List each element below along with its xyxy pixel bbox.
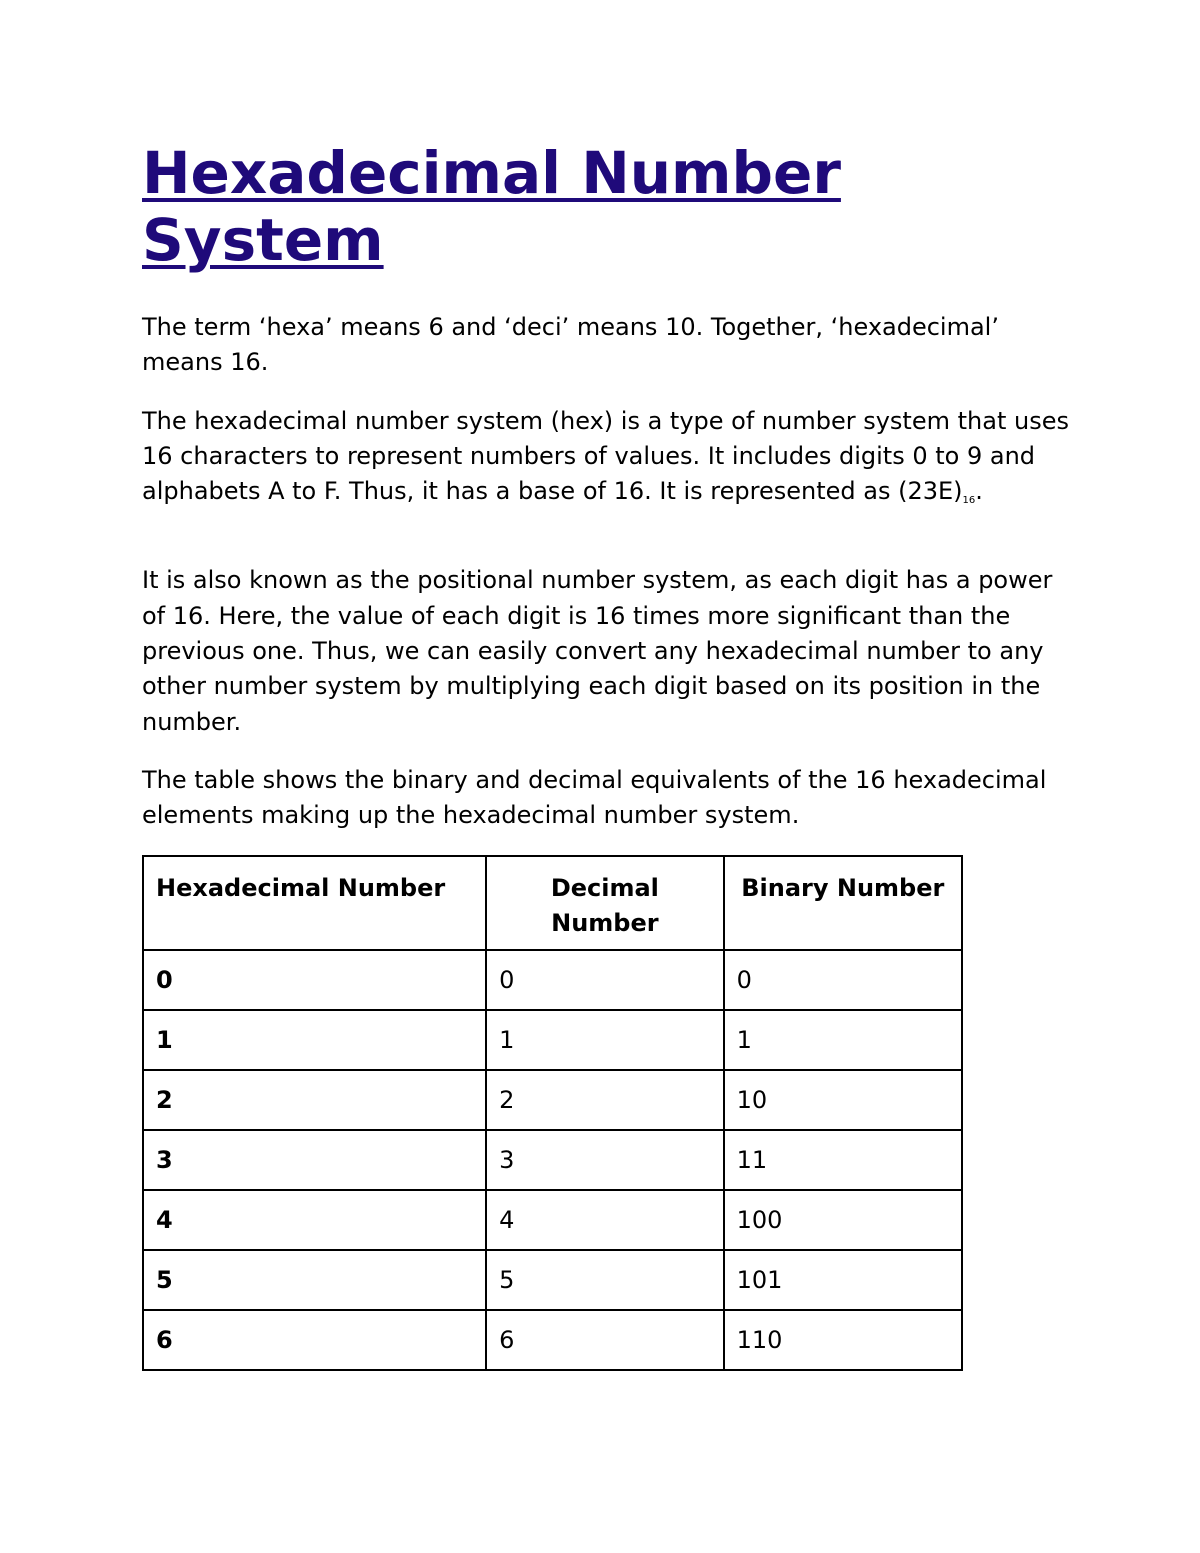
cell-hex: 5: [143, 1250, 486, 1310]
cell-hex: 6: [143, 1310, 486, 1370]
cell-hex: 3: [143, 1130, 486, 1190]
page-title-line-2: System: [142, 206, 384, 274]
paragraph-table-intro: The table shows the binary and decimal equivalents of the 16 hexadecimal elements making up the hexadecimal number system.: [142, 765, 1047, 830]
paragraph-hex-description: [142, 404, 1072, 515]
paragraph-positional-system: It is also known as the positional number system, as each digit has a power of 16. Here, the value of each digit is 16 times more significant than the previous one. Thus, we can easily convert any hexadecimal number to any other number system by multiplying each digit based on its position in the number.: [142, 566, 1053, 736]
paragraph-hex-description-end: .: [975, 477, 983, 506]
table-header-row: [143, 856, 962, 950]
base-subscript: 16: [962, 495, 976, 507]
table-row: [143, 1130, 962, 1190]
paragraph-hex-description-text: The hexadecimal number system (hex) is a type of number system that uses 16 characters to represent numbers of values. It includes digits 0 to 9 and alphabets A to F. Thus, it has a base of 16. It is represented as (23E): [142, 406, 1069, 506]
header-decimal: Decimal Number: [486, 856, 723, 950]
table-row: [143, 1010, 962, 1070]
page-title: [142, 140, 1072, 274]
table-row: [143, 950, 962, 1010]
cell-binary: 100: [724, 1190, 962, 1250]
cell-hex: 1: [143, 1010, 486, 1070]
cell-binary: 11: [724, 1130, 962, 1190]
cell-decimal: 0: [486, 950, 723, 1010]
cell-decimal: 6: [486, 1310, 723, 1370]
header-hexadecimal: Hexadecimal Number: [143, 856, 486, 950]
cell-hex: 2: [143, 1070, 486, 1130]
cell-binary: 110: [724, 1310, 962, 1370]
table-row: [143, 1190, 962, 1250]
header-binary: Binary Number: [724, 856, 962, 950]
hex-equivalents-table: [142, 855, 963, 1371]
cell-binary: 101: [724, 1250, 962, 1310]
cell-binary: 10: [724, 1070, 962, 1130]
table-row: [143, 1310, 962, 1370]
cell-decimal: 4: [486, 1190, 723, 1250]
document-page: [142, 140, 1072, 1371]
cell-hex: 4: [143, 1190, 486, 1250]
paragraph-term-definition: The term ‘hexa’ means 6 and ‘deci’ means 10. Together, ‘hexadecimal’ means 16.: [142, 313, 999, 377]
cell-binary: 0: [724, 950, 962, 1010]
cell-decimal: 3: [486, 1130, 723, 1190]
cell-decimal: 2: [486, 1070, 723, 1130]
cell-decimal: 5: [486, 1250, 723, 1310]
cell-binary: 1: [724, 1010, 962, 1070]
table-row: [143, 1250, 962, 1310]
table-row: [143, 1070, 962, 1130]
cell-hex: 0: [143, 950, 486, 1010]
page-title-line-1: Hexadecimal Number: [142, 139, 841, 207]
cell-decimal: 1: [486, 1010, 723, 1070]
